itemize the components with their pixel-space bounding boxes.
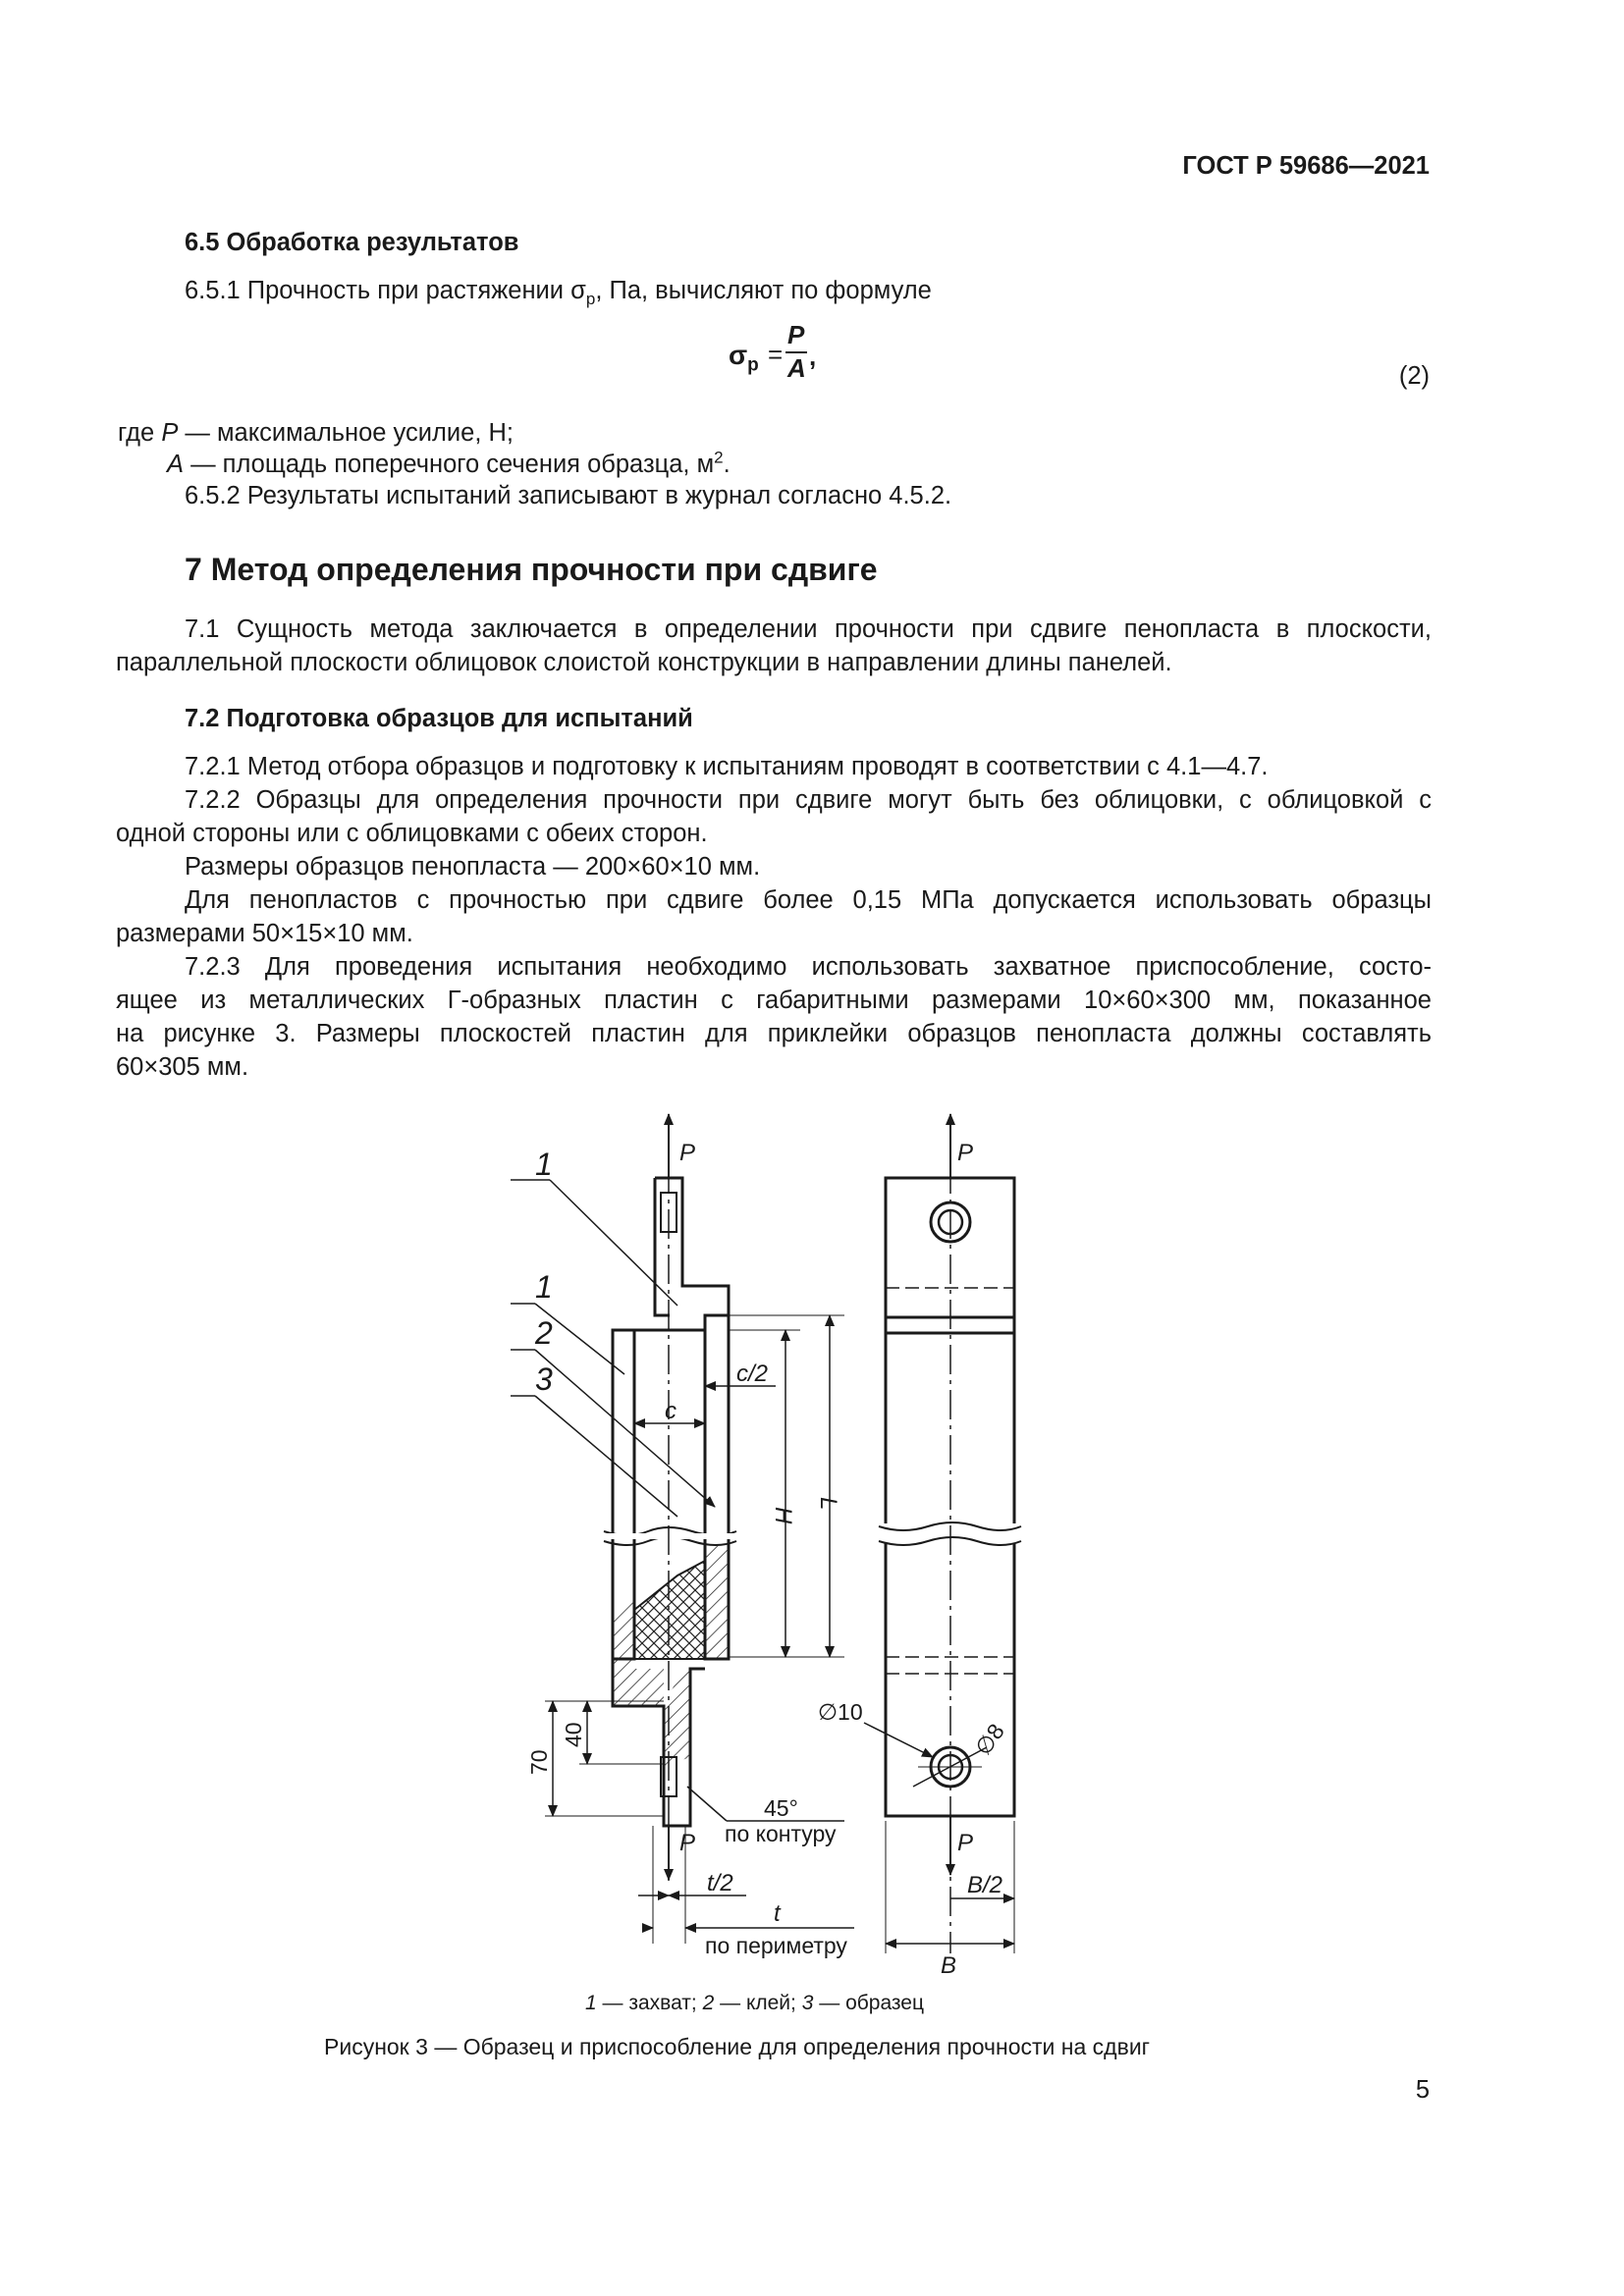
label-70: 70	[526, 1749, 552, 1775]
right-plate	[705, 1315, 729, 1536]
paragraph-6-5-1: 6.5.1 Прочность при растяжении $\sigma_р$, Па, вычисляют по формуле	[185, 277, 932, 309]
paragraph-foam-line1: Для пенопластов с прочностью при сдвиге более 0,15 МПа допускается использовать образцы	[185, 886, 1432, 914]
label-H: H	[770, 1507, 796, 1524]
formula-denominator: A	[787, 353, 806, 383]
paragraph-sizes: Размеры образцов пенопласта — 200×60×10 мм.	[185, 853, 761, 881]
label-P-right-top: P	[957, 1140, 974, 1166]
paragraph-7-2-1: 7.2.1 Метод отбора образцов и подготовку к испытаниям проводят в соответствии с 4.1—4.7.	[185, 753, 1269, 780]
label-1-top: 1	[535, 1147, 553, 1182]
label-P-top: P	[679, 1140, 696, 1166]
label-L: L	[815, 1497, 841, 1511]
label-d8: ∅8	[969, 1719, 1009, 1760]
label-3: 3	[535, 1362, 553, 1397]
label-perimeter: по периметру	[705, 1933, 847, 1958]
paragraph-7-2-2-line1: 7.2.2 Образцы для определения прочности при сдвиге могут быть без облицовки, с облицовкой с	[185, 786, 1432, 814]
label-P-bottom: P	[679, 1830, 696, 1856]
formula-lhs: $\sigma_р$	[729, 340, 759, 376]
label-B: B	[941, 1952, 957, 1979]
leader-d10	[864, 1723, 933, 1757]
paragraph-7-2-2-line2: одной стороны или с облицовками с обеих сторон.	[116, 820, 708, 847]
leader-1-top	[550, 1180, 677, 1306]
paragraph-7-2-3-line4: 60×305 мм.	[116, 1053, 249, 1081]
label-c: c	[665, 1398, 677, 1424]
label-t-half: t/2	[707, 1870, 733, 1896]
page-number: 5	[1415, 2076, 1430, 2104]
formula-number: (2)	[1398, 362, 1430, 390]
paragraph-6-5-2: 6.5.2 Результаты испытаний записывают в журнал согласно 4.5.2.	[185, 482, 952, 509]
top-grip-outline	[655, 1178, 729, 1330]
section-7-title: 7 Метод определения прочности при сдвиге	[185, 552, 878, 587]
label-contour: по контуру	[725, 1821, 837, 1846]
where-P: где P — максимальное усилие, Н;	[118, 419, 514, 447]
label-d10: ∅10	[818, 1699, 863, 1725]
document-id: ГОСТ Р 59686—2021	[1182, 152, 1430, 180]
leader-2	[535, 1350, 715, 1507]
paragraph-7-1-line2: параллельной плоскости облицовок слоистой конструкции в направлении длины панелей.	[116, 649, 1172, 676]
formula-numerator: P	[787, 320, 805, 349]
paragraph-7-2-3-line1: 7.2.3 Для проведения испытания необходимо использовать захватное приспособление, состо-	[185, 953, 1432, 981]
paragraph-7-1-line1: 7.1 Сущность метода заключается в определении прочности при сдвиге пенопласта в плоскости,	[185, 615, 1432, 643]
label-45deg: 45°	[764, 1795, 798, 1821]
paragraph-7-2-3-line2: ящее из металлических Г-образных пластин с габаритными размерами 10×60×300 мм, показанное	[116, 987, 1432, 1014]
section-7-2-title: 7.2 Подготовка образцов для испытаний	[185, 705, 693, 732]
label-40: 40	[561, 1722, 586, 1747]
label-2: 2	[535, 1315, 553, 1351]
figure-legend: 1 — захват; 2 — клей; 3 — образец	[585, 1992, 925, 2014]
label-P-right-bottom: P	[957, 1830, 974, 1856]
where-A: A — площадь поперечного сечения образца, $м^2$.	[167, 448, 731, 478]
paragraph-foam-line2: размерами 50×15×10 мм.	[116, 920, 413, 947]
formula-2: $\sigma_р$ = P A ,	[729, 320, 817, 383]
figure-caption: Рисунок 3 — Образец и приспособление для определения прочности на сдвиг	[324, 2034, 1151, 2059]
label-B-half: B/2	[967, 1872, 1003, 1898]
grip-hatch-right	[705, 1541, 729, 1659]
specimen-hatch	[634, 1561, 705, 1659]
label-c-half: c/2	[736, 1361, 769, 1387]
section-6-5-title: 6.5 Обработка результатов	[185, 229, 519, 256]
paragraph-7-2-3-line3: на рисунке 3. Размеры плоскостей пластин для приклейки образцов пенопласта должны составлять	[116, 1020, 1432, 1047]
label-t: t	[774, 1900, 781, 1927]
leader-45	[687, 1787, 727, 1821]
label-1: 1	[535, 1269, 553, 1305]
